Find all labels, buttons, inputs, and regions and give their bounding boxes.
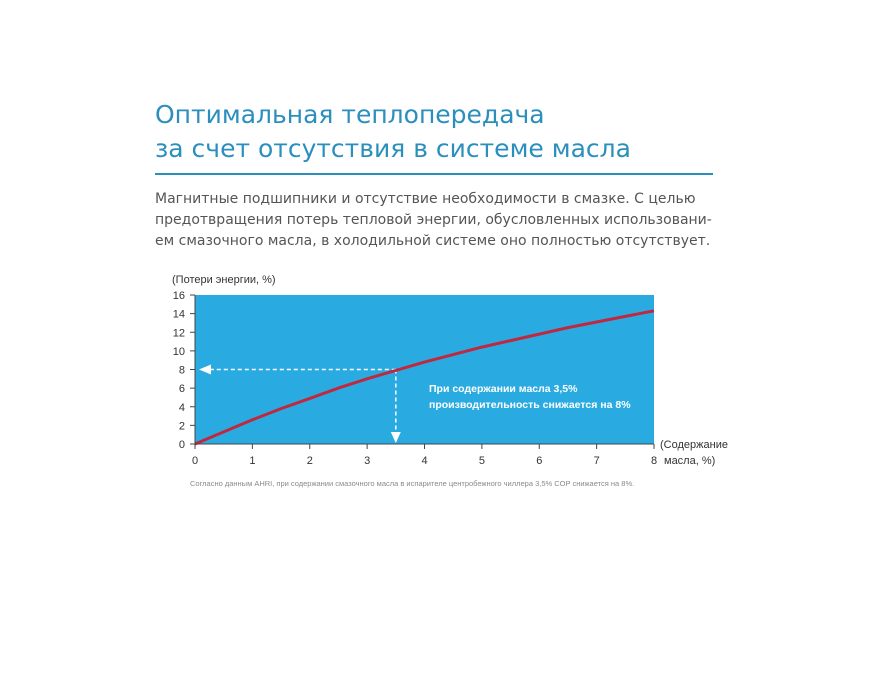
title-line-2: за счет отсутствия в системе масла <box>155 134 631 163</box>
description-line-1: Магнитные подшипники и отсутствие необходимости в смазке. С целью <box>155 191 696 207</box>
description-line-2: предотвращения потерь тепловой энергии, обусловленных использовани- <box>155 212 712 228</box>
y-tick-label: 2 <box>178 420 185 433</box>
y-tick-label: 16 <box>172 290 185 302</box>
x-axis-label-line-2: масла, %) <box>664 455 716 467</box>
y-tick-label: 14 <box>172 308 185 321</box>
x-axis-ticks <box>192 444 657 467</box>
y-tick-label: 0 <box>178 439 185 451</box>
plot-background <box>195 295 654 444</box>
description-line-3: ем смазочного масла, в холодильной системе оно полностью отсутствует. <box>155 233 711 249</box>
x-tick-label: 2 <box>306 455 313 467</box>
y-axis-label: (Потери энергии, %) <box>172 274 276 286</box>
y-tick-label: 10 <box>172 345 185 358</box>
x-tick-label: 7 <box>593 455 600 467</box>
x-tick-label: 5 <box>478 455 485 467</box>
x-tick-label: 8 <box>650 455 658 467</box>
title-line-1: Оптимальная теплопередача <box>155 100 545 129</box>
y-tick-label: 6 <box>178 383 185 396</box>
annotation-text-line-1: При содержании масла 3,5% <box>429 383 578 395</box>
x-tick-label: 4 <box>421 455 428 467</box>
x-tick-label: 3 <box>364 455 371 467</box>
y-axis-ticks <box>173 290 195 451</box>
x-axis-label-line-1: (Содержание <box>660 439 728 451</box>
y-tick-label: 4 <box>178 401 185 414</box>
y-tick-label: 8 <box>178 364 185 377</box>
x-tick-label: 1 <box>249 455 256 467</box>
source-footnote: Согласно данным AHRI, при содержании смазочного масла в испарителе центробежного чиллера 3,5% COP снижается на 8%. <box>190 479 635 488</box>
x-tick-label: 0 <box>191 455 199 467</box>
annotation-text-line-2: производительность снижается на 8% <box>429 399 631 411</box>
x-tick-label: 6 <box>536 455 543 467</box>
y-tick-label: 12 <box>172 327 185 340</box>
